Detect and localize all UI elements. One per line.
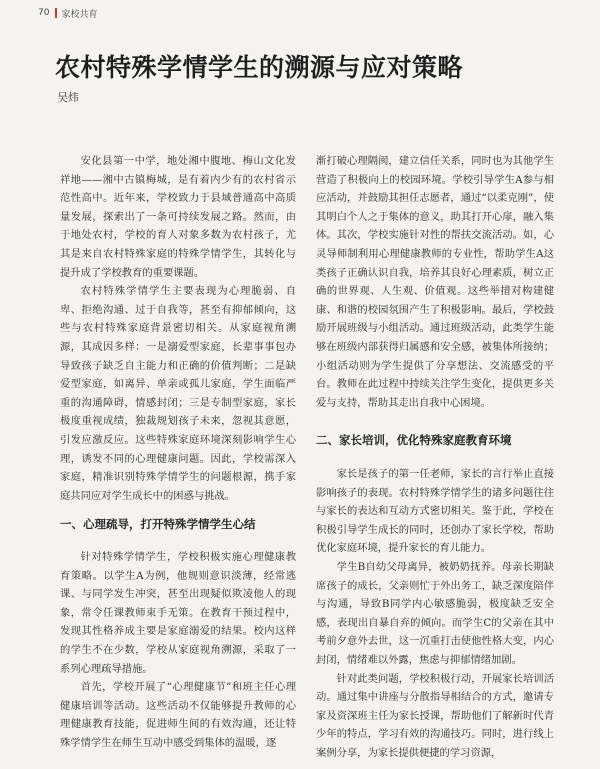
section-1-body (60, 548, 296, 753)
right-column-top (316, 152, 554, 412)
article-title: 农村特殊学情学生的溯源与应对策略 (55, 53, 464, 82)
section-1-paragraph-1: 针对特殊学情学生，学校积极实施心理健康教育策略。以学生A为例，他规则意识淡薄，经常逃课、与同学发生冲突，甚至出现疑似欺凌他人的现象，常令任课教师束手无策。在教育干预过程中，发现其性格养成主要是家庭溺爱的结果。校内这样的学生不在少数，学校从家庭视角溯源，采取了一系列心理疏导措施。 (60, 551, 296, 675)
intro-column (60, 152, 296, 505)
header-accent-bar (55, 8, 57, 18)
section-1-heading: 一、心理疏导，打开特殊学情学生心结 (60, 517, 256, 531)
section-1-paragraph-2: 首先，学校开展了“心理健康节”和班主任心理健康培训等活动。这些活动不仅能够提升教师的心理健康教育技能，促进师生间的有效沟通，还让特殊学情学生在师生互动中感受到集体的温暖，逐 (60, 681, 296, 749)
section-label: 家校共育 (61, 9, 98, 20)
section-2-heading: 二、家长培训，优化特殊家庭教育环境 (316, 433, 512, 447)
continued-paragraph: 渐打破心理隔阂，建立信任关系，同时也为其他学生营造了积极向上的校园环境。学校引导学生A参与相应活动，并鼓励其担任志愿者，通过“以柔克刚”，使其明白个人之于集体的意义，助其打开心扉，融入集体。其次，学校实施针对性的帮扶交流活动。如，心灵导师制利用心理健康教师的专业性，帮助学生A这类孩子正确认识自我，培养其良好心理素质，树立正确的世界观、人生观、价值观。这些举措对构建健康、和谐的校园氛围产生了积极影响。最后，学校鼓励开展班级与小组活动。通过班级活动，此类学生能够在班级内部获得归属感和安全感，被集体所接纳；小组活动则为学生提供了分享想法、交流感受的平台。教师在此过程中持续关注学生变化，提供更多关爱与支持，帮助其走出自我中心困境。 (316, 155, 554, 409)
section-2-paragraph-1: 家长是孩子的第一任老师，家长的言行举止直接影响孩子的表现。农村特殊学情学生的诸多问题往往与家长的表达和互动方式密切相关。鉴于此，学校在积极引导学生成长的同时，还创办了家长学校，帮助优化家庭环境，提升家长的育儿能力。 (316, 468, 554, 555)
author-name: 吴炜 (57, 91, 79, 104)
page-header (38, 6, 97, 20)
section-2-paragraph-2: 学生B自幼父母离异，被奶奶抚养。母亲长期缺席孩子的成长，父亲则忙于外出务工，缺乏深度陪伴与沟通，导致B同学内心敏感脆弱，极度缺乏安全感，表现出自暴自弃的倾向。而学生C的父亲在其中考前夕意外去世，这一沉重打击使他性格大变，内心封闭，情绪难以外露，焦虑与抑郁情绪加剧。 (316, 560, 554, 666)
intro-paragraph-1: 安化县第一中学，地处湘中腹地、梅山文化发祥地——湘中古镇梅城，是有着内少有的农村省示范性高中。近年来，学校致力于县域普通高中高质量发展，探索出了一条可持续发展之路。然而，由于地处农村，学校的育人对象多数为农村孩子，尤其是来自农村特殊家庭的特殊学情学生，其转化与提升成了学校教育的重要课题。 (60, 155, 296, 279)
section-2-paragraph-3: 针对此类问题，学校积极行动，开展家长培训活动。通过集中讲座与分散指导相结合的方式，邀请专家及资深班主任为家长授课，帮助他们了解新时代青少年的特点，学习有效的沟通技巧。同时，进行线上案例分享，为家长提供便捷的学习资源， (316, 672, 554, 759)
page-number: 70 (38, 8, 50, 18)
section-2-body (316, 465, 554, 763)
intro-paragraph-2: 农村特殊学情学生主要表现为心理脆弱、自卑、拒绝沟通、过于自我等，甚至有抑郁倾向，这些与农村特殊家庭背景密切相关。从家庭视角溯源，其成因多样：一是溺爱型家庭，长辈事事包办导致孩子缺乏自主能力和正确的价值判断；二是缺爱型家庭，如离异、单亲或孤儿家庭，学生面临严重的沟通障碍，情感封闭；三是专制型家庭，家长极度重视成绩，独裁规划孩子未来，忽视其意愿，引发应激反应。这些特殊家庭环境深刻影响学生心理，诱发不同的心理健康问题。因此，学校需深入家庭，精准识别特殊学情学生的问题根源，携手家庭共同应对学生成长中的困惑与挑战。 (60, 285, 296, 502)
